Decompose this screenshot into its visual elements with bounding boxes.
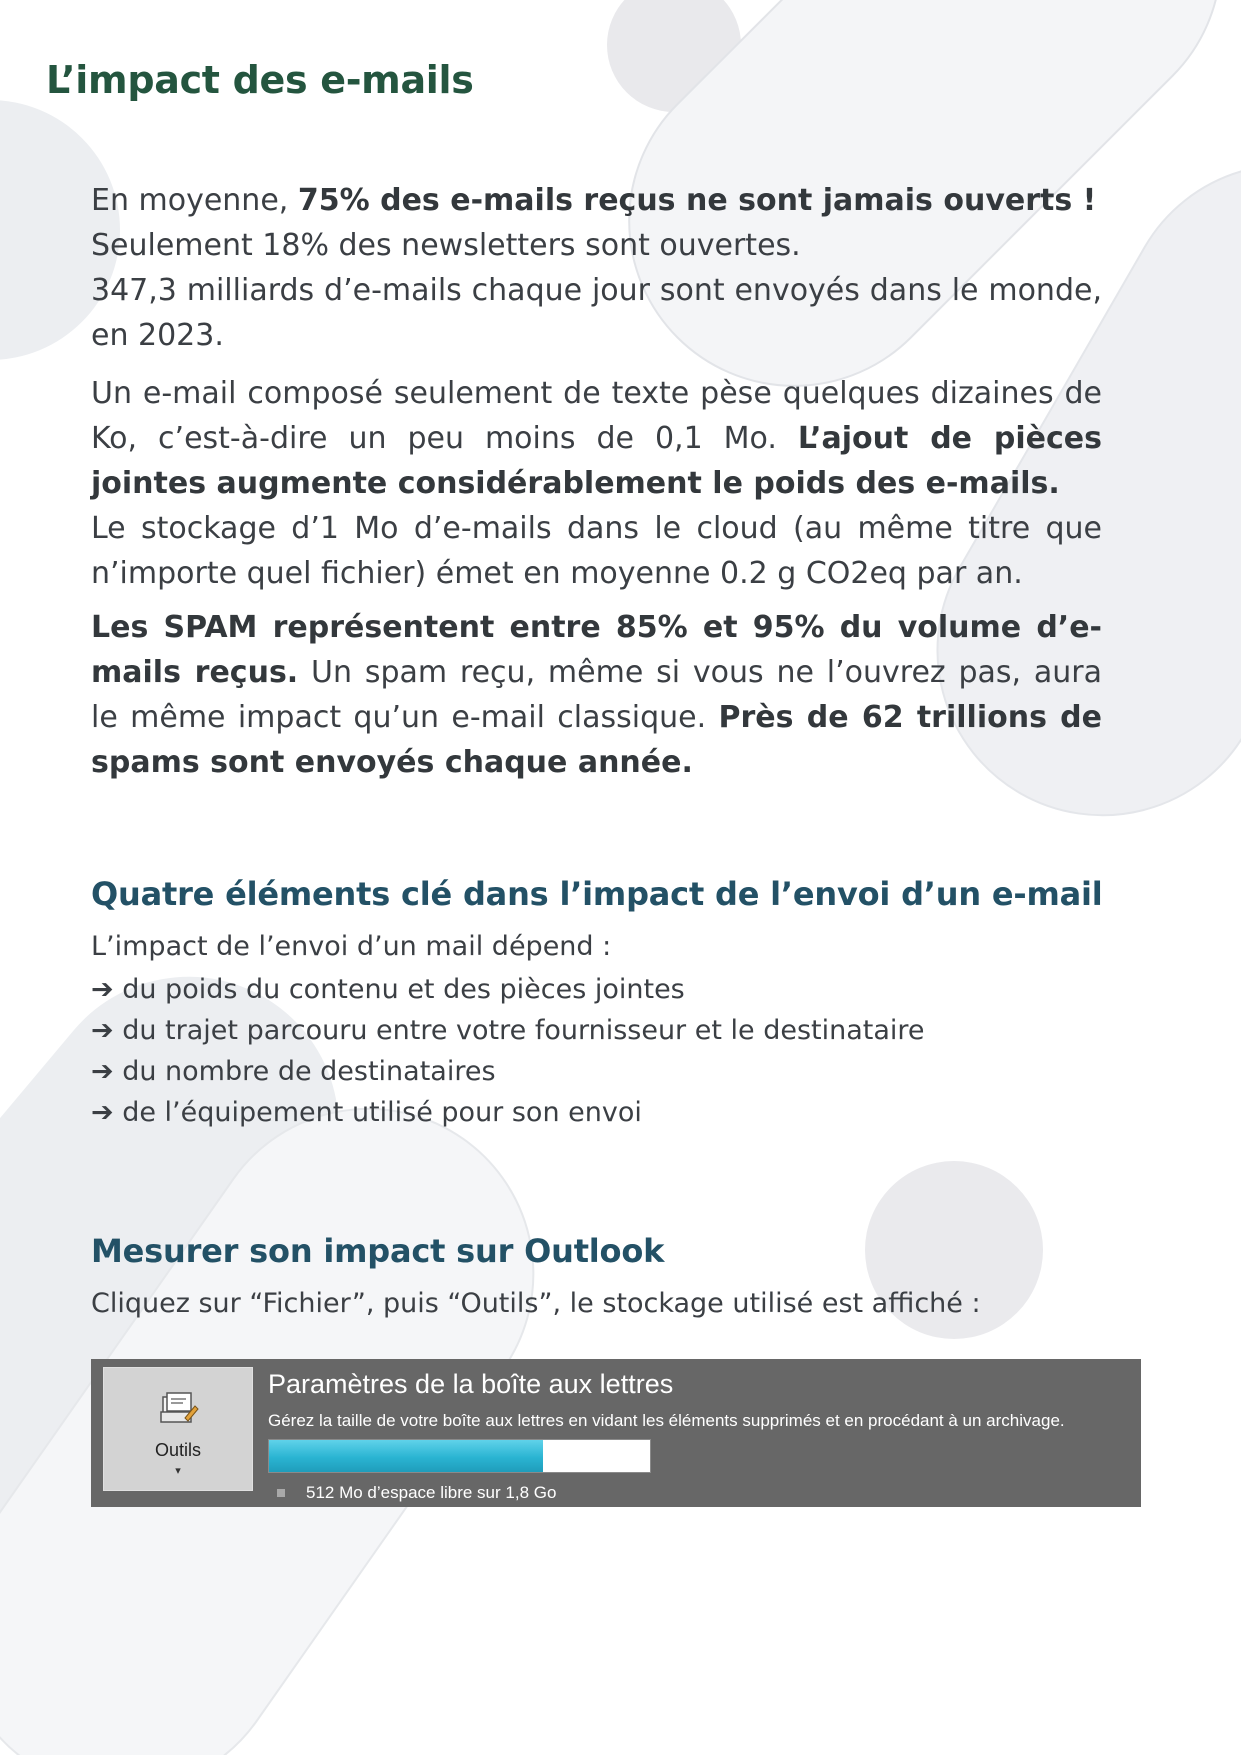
mailbox-settings-description: Gérez la taille de votre boîte aux lettres en vidant les éléments supprimés et en procédant à un archivage. xyxy=(268,1411,1065,1430)
outlook-mailbox-panel xyxy=(91,1359,1141,1507)
legend-square-icon xyxy=(277,1489,285,1497)
list-item-text: du nombre de destinataires xyxy=(122,1056,496,1087)
stats-paragraph-2 xyxy=(91,371,1102,596)
page-title: L’impact des e-mails xyxy=(46,58,474,102)
section-outlook-instruction: Cliquez sur “Fichier”, puis “Outils”, le stockage utilisé est affiché : xyxy=(91,1288,981,1319)
chevron-down-icon: ▾ xyxy=(175,1464,181,1477)
list-item xyxy=(91,969,925,1010)
list-item-text: du trajet parcouru entre votre fournisseur et le destinataire xyxy=(122,1015,925,1046)
stats-attachments: L’ajout de pièces jointes augmente considérablement le poids des e-mails. xyxy=(91,421,1103,501)
list-item xyxy=(91,1051,925,1092)
stats-email-weight: Un e-mail composé seulement de texte pèse quelques dizaines de Ko, c’est-à-dire un peu moins de 0,1 Mo. xyxy=(91,376,1102,456)
stats-spam-share: Les SPAM représentent entre 85% et 95% du volume d’e-mails reçus. xyxy=(91,610,1102,690)
stats-paragraph-1 xyxy=(91,178,1102,358)
storage-free-space-text: 512 Mo d’espace libre sur 1,8 Go xyxy=(306,1483,557,1502)
impact-factors-list xyxy=(91,969,925,1133)
stats-daily-emails: 347,3 milliards d’e-mails chaque jour sont envoyés dans le monde, en 2023. xyxy=(91,273,1102,353)
list-item xyxy=(91,1010,925,1051)
stats-paragraph-3 xyxy=(91,605,1102,785)
stats-newsletters: Seulement 18% des newsletters sont ouvertes. xyxy=(91,228,801,263)
tools-button[interactable] xyxy=(103,1367,253,1491)
stats-unopened-emails: 75% des e-mails reçus ne sont jamais ouverts ! xyxy=(297,183,1097,218)
tools-icon xyxy=(159,1388,199,1428)
list-item-text: du poids du contenu et des pièces jointes xyxy=(122,974,685,1005)
arrow-right-icon: ➔ xyxy=(91,1015,114,1046)
list-item xyxy=(91,1092,925,1133)
section-outlook-heading: Mesurer son impact sur Outlook xyxy=(91,1232,665,1270)
section-four-heading: Quatre éléments clé dans l’impact de l’envoi d’un e-mail xyxy=(91,875,1103,913)
storage-usage-fill xyxy=(269,1440,543,1472)
stats-intro: En moyenne, xyxy=(91,183,298,218)
arrow-right-icon: ➔ xyxy=(91,974,114,1005)
stats-spam-impact: Un spam reçu, même si vous ne l’ouvrez pas, aura le même impact qu’un e-mail classique. xyxy=(91,655,1103,735)
stats-spam-volume: Près de 62 trillions de spams sont envoyés chaque année. xyxy=(91,700,1102,780)
arrow-right-icon: ➔ xyxy=(91,1097,114,1128)
section-four-intro: L’impact de l’envoi d’un mail dépend : xyxy=(91,931,612,962)
stats-cloud-storage: Le stockage d’1 Mo d’e-mails dans le cloud (au même titre que n’importe quel fichier) émet en moyenne 0.2 g CO2eq par an. xyxy=(91,511,1102,591)
list-item-text: de l’équipement utilisé pour son envoi xyxy=(122,1097,642,1128)
mailbox-settings-title: Paramètres de la boîte aux lettres xyxy=(268,1369,674,1399)
tools-label: Outils xyxy=(154,1440,201,1460)
storage-usage-bar xyxy=(268,1439,651,1473)
arrow-right-icon: ➔ xyxy=(91,1056,114,1087)
